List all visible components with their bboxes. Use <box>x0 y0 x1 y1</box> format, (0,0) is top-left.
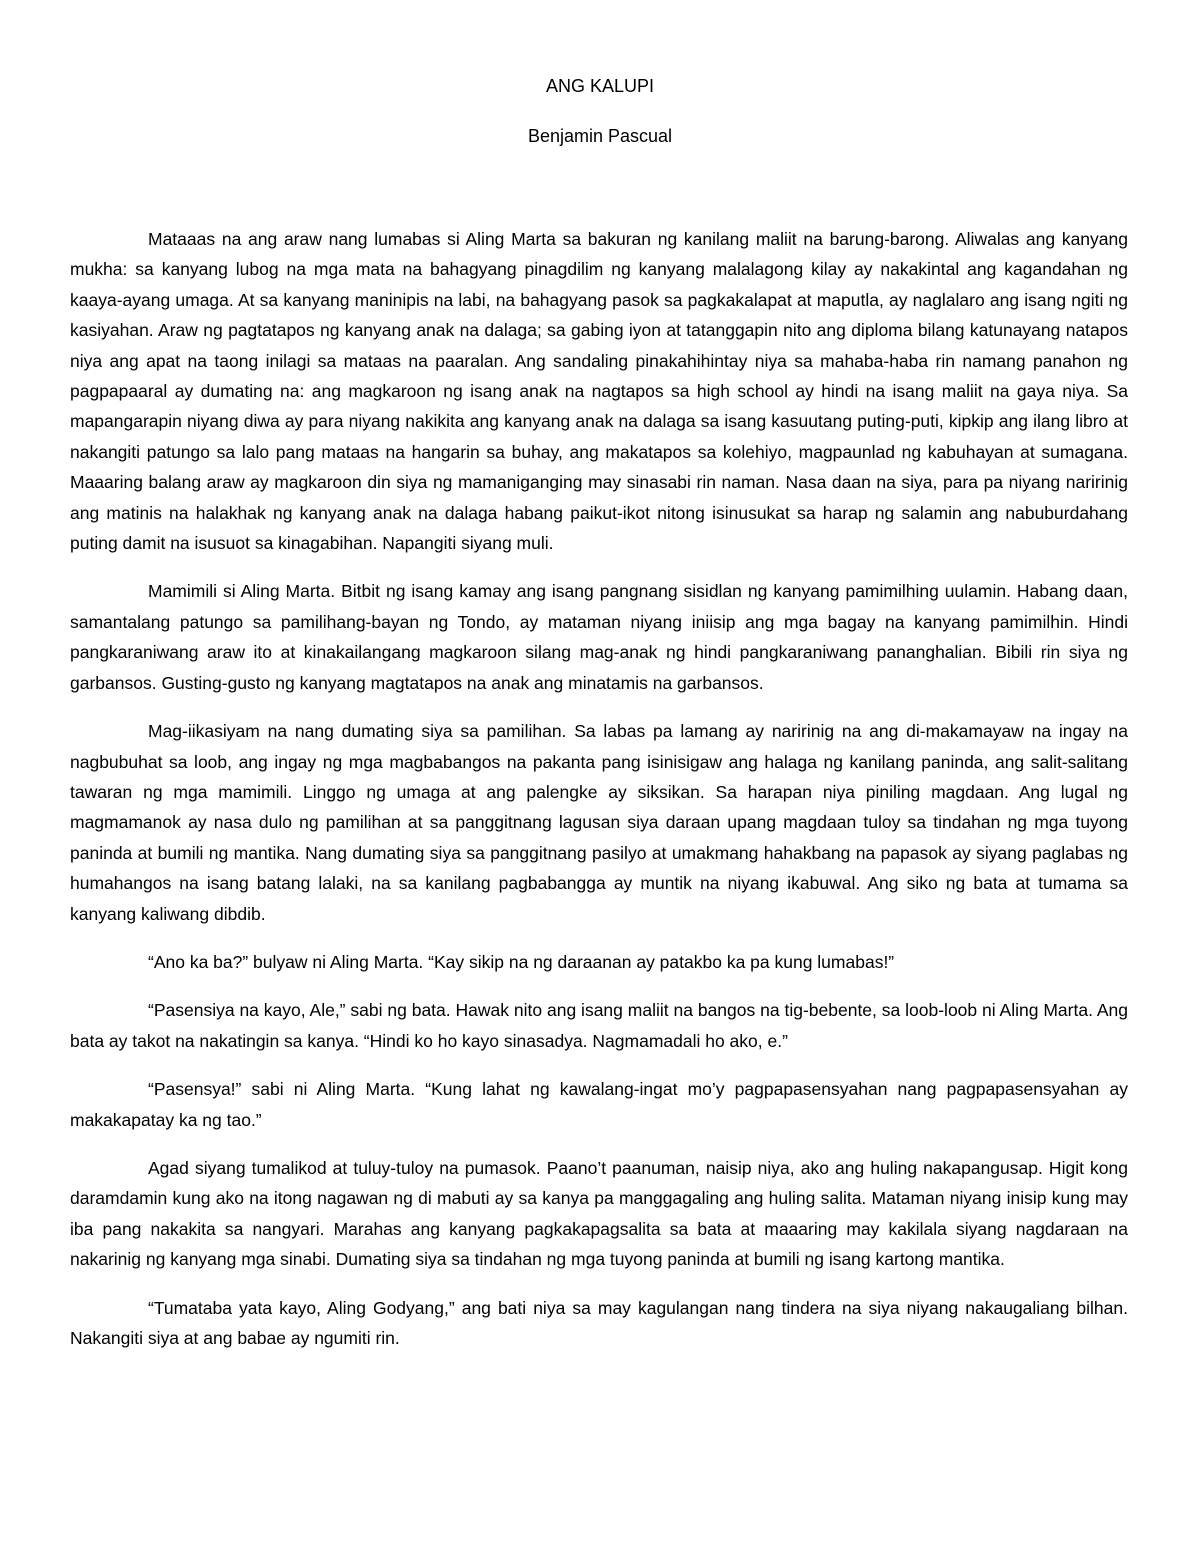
paragraph-5: “Pasensiya na kayo, Ale,” sabi ng bata. Hawak nito ang isang maliit na bangos na tig-bebente, sa loob-loob ni Aling Marta. Ang bata ay takot na nakatingin sa kanya. “Hindi ko ho kayo sinasadya. Nagmamadali ho ako, e.” <box>70 1000 1128 1051</box>
paragraph-7: Agad siyang tumalikod at tuluy-tuloy na pumasok. Paano’t paanuman, naisip niya, ako ang huling nakapangusap. Higit kong daramdamin kung ako na itong nagawan ng di mabuti ay sa kanya pa manggagaling ang huling salita. Mataman niyang inisip kung may iba pang nakakita sa nangyari. Marahas ang kanyang pagkakapagsalita sa bata at maaaring may kakilala siyang nagdaraan na nakarinig ng kanyang mga sinabi. Dumating siya sa tindahan ng mga tuyong paninda at bumili ng isang kartong mantika. <box>70 1157 1128 1270</box>
paragraph-1: Mataaas na ang araw nang lumabas si Aling Marta sa bakuran ng kanilang maliit na barung-barong. Aliwalas ang kanyang mukha: sa kanyang lubog na mga mata na bahagyang pinagdilim ng kanyang malalagong kilay ay nakakintal ang kagandahan ng kaaya-ayang umaga. At sa kanyang maninipis na labi, na bahagyang pasok sa pagkakalapat at maputla, ay naglalaro ang isang ngiti ng kasiyahan. Araw ng pagtatapos ng kanyang anak na dalaga; sa gabing iyon at tatanggapin nito ang diploma bilang katunayang natapos niya ang apat na taong inilagi sa mataas na paaralan. Ang sandaling pinakahihintay niya sa mahaba-haba rin namang panahon ng pagpapaaral ay dumating na: ang magkaroon ng isang anak na nagtapos sa high school ay hindi na isang maliit na gaya niya. Sa mapangarapin niyang diwa ay para niyang nakikita ang kanyang anak na dalaga sa isang kasuutang puting-puti, kipkip ang ilang libro at nakangiti patungo sa lalo pang mataas na hangarin sa buhay, ang makatapos sa kolehiyo, magpaunlad ng kabuhayan at sumagana. Maaaring balang araw ay magkaroon din siya ng mamaniganging may sinasabi rin naman. Nasa daan na siya, para pa niyang naririnig ang matinis na halakhak ng kanyang anak na dalaga habang paikut-ikot nitong isinusukat sa harap ng salamin ang nabuburdahang puting damit na isusuot sa kinagabihan. Napangiti siyang muli. <box>70 229 1128 554</box>
document-author: Benjamin Pascual <box>527 126 673 146</box>
paragraph-4: “Ano ka ba?” bulyaw ni Aling Marta. “Kay sikip na ng daraanan ay patakbo ka pa kung lumabas!” <box>148 951 895 972</box>
paragraph-3: Mag-iikasiyam na nang dumating siya sa pamilihan. Sa labas pa lamang ay naririnig na ang di-makamayaw na ingay na nagbubuhat sa loob, ang ingay ng mga magbabangos na pakanta pang isinisigaw ang halaga ng kanilang paninda, ang salit-salitang tawaran ng mga mamimili. Linggo ng umaga at ang palengke ay siksikan. Sa harapan niya piniling magdaan. Ang lugal ng magmamanok ay nasa dulo ng pamilihan at sa panggitnang lagusan siya daraan upang magdaan tuloy sa tindahan ng mga tuyong paninda at bumili ng mantika. Nang dumating siya sa panggitnang pasilyo at umakmang hahakbang na papasok ay siyang paglabas ng humahangos na isang batang lalaki, na sa kanilang pagbabangga ay muntik na niyang ikabuwal. Ang siko ng bata at tumama sa kanyang kaliwang dibdib. <box>70 721 1128 924</box>
paragraph-8: “Tumataba yata kayo, Aling Godyang,” ang bati niya sa may kagulangan nang tindera na siya niyang nakaugaliang bilhan. Nakangiti siya at ang babae ay ngumiti rin. <box>70 1297 1128 1348</box>
paragraph-2: Mamimili si Aling Marta. Bitbit ng isang kamay ang isang pangnang sisidlan ng kanyang pamimilhing uulamin. Habang daan, samantalang patungo sa pamilihang-bayan ng Tondo, ay mataman niyang iniisip ang mga bagay na kanyang pamimilhin. Hindi pangkaraniwang araw ito at kinakailangang magkaroon silang mag-anak ng hindi pangkaraniwang pananghalian. Bibili rin siya ng garbansos. Gusting-gusto ng kanyang magtatapos na anak ang minatamis na garbansos. <box>70 581 1128 693</box>
document-body <box>70 224 1128 1371</box>
paragraph-6: “Pasensya!” sabi ni Aling Marta. “Kung lahat ng kawalang-ingat mo’y pagpapasensyahan nang pagpapasensyahan ay makakapatay ka ng tao.” <box>70 1079 1128 1130</box>
document-title: ANG KALUPI <box>545 76 655 96</box>
